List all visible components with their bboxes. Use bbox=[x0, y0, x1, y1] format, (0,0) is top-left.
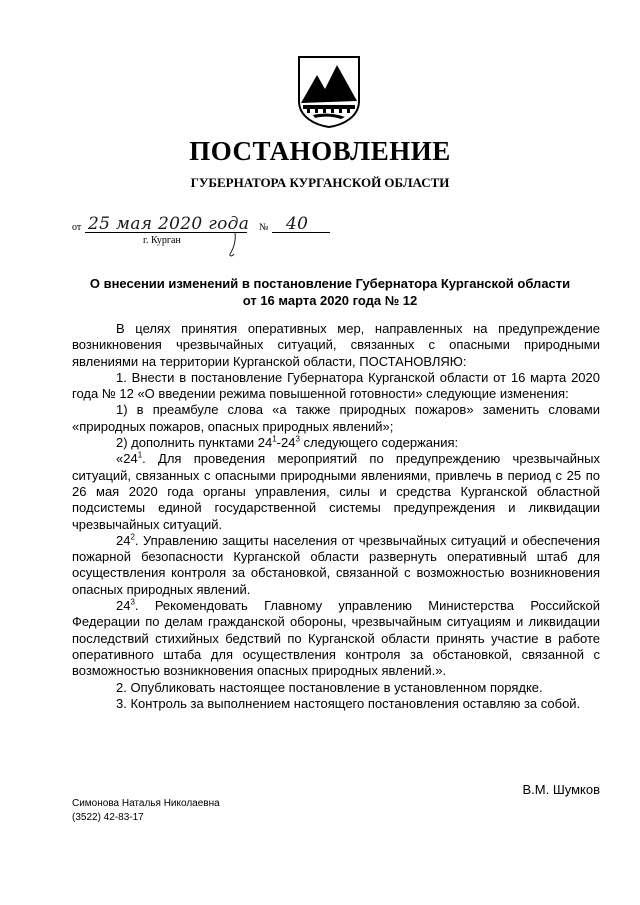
paragraph-subitem-1: 1) в преамбуле слова «а также природных пожаров» заменить словами «природных пожаров, опасных природных явлений»; bbox=[72, 402, 600, 434]
city-label: г. Курган bbox=[143, 235, 181, 246]
executor-phone: (3522) 42-83-17 bbox=[72, 812, 144, 823]
registration-line bbox=[72, 213, 332, 237]
number-prefix: № bbox=[259, 222, 269, 233]
paragraph-item-3: 3. Контроль за выполнением настоящего постановления оставляю за собой. bbox=[116, 695, 581, 711]
signer-name: В.М. Шумков bbox=[522, 782, 600, 797]
document-subtitle: ГУБЕРНАТОРА КУРГАНСКОЙ ОБЛАСТИ bbox=[190, 175, 450, 190]
executor-name: Симонова Наталья Николаевна bbox=[72, 798, 220, 809]
executor-footer bbox=[72, 797, 220, 825]
document-title: ПОСТАНОВЛЕНИЕ bbox=[189, 136, 451, 166]
date-prefix: от bbox=[72, 222, 82, 233]
heading-line-1: О внесении изменений в постановление Губернатора Курганской области bbox=[89, 276, 571, 291]
handwritten-mark bbox=[226, 232, 240, 258]
paragraph-preamble: В целях принятия оперативных мер, направленных на предупреждение возникновения чрезвычайных ситуаций, связанных с опасными природными явлениями на территории Курганской области, ПОСТАНОВЛЯЮ: bbox=[72, 321, 600, 369]
coat-of-arms-emblem bbox=[297, 55, 361, 129]
paragraph-24-2: $24^2$. Управлению защиты населения от чрезвычайных ситуаций и обеспечения пожарной безопасности Курганской области развернуть оперативный штаб для осуществления контроля за обстановкой, связанной с возможностью возникновения опасных природных явлений. bbox=[72, 532, 600, 597]
heading-line-2: от 16 марта 2020 года № 12 bbox=[242, 293, 418, 308]
document-body bbox=[72, 321, 600, 712]
paragraph-item-1: 1. Внести в постановление Губернатора Курганской области от 16 марта 2020 года № 12 «О введении режима повышенной готовности» следующие изменения: bbox=[72, 369, 600, 402]
paragraph-subitem-2: 2) дополнить пунктами $24^1-24^3$ следующего содержания: bbox=[116, 434, 459, 451]
paragraph-item-2: 2. Опубликовать настоящее постановление в установленном порядке. bbox=[116, 679, 543, 695]
document-heading bbox=[60, 275, 600, 309]
paragraph-24-3: $24^3$. Рекомендовать Главному управлению Министерства Российской Федерации по делам гражданской обороны, чрезвычайным ситуациям и ликвидации последствий стихийных бедствий по Курганской области принять участие в работе оперативного штаба для осуществления контроля за обстановкой, связанной с возможностью возникновения опасных природных явлений.». bbox=[72, 597, 600, 679]
handwritten-number: 40 bbox=[286, 214, 309, 234]
paragraph-24-1: «$24^1$. Для проведения мероприятий по предупреждению чрезвычайных ситуаций, связанных с опасными природными явлениями, привлечь в период с 25 по 26 мая 2020 года органы управления, силы и средства Курганской областной подсистемы единой государственной системы предупреждения и ликвидации чрезвычайных ситуаций. bbox=[72, 451, 600, 532]
handwritten-date: 25 мая 2020 года bbox=[88, 214, 250, 234]
